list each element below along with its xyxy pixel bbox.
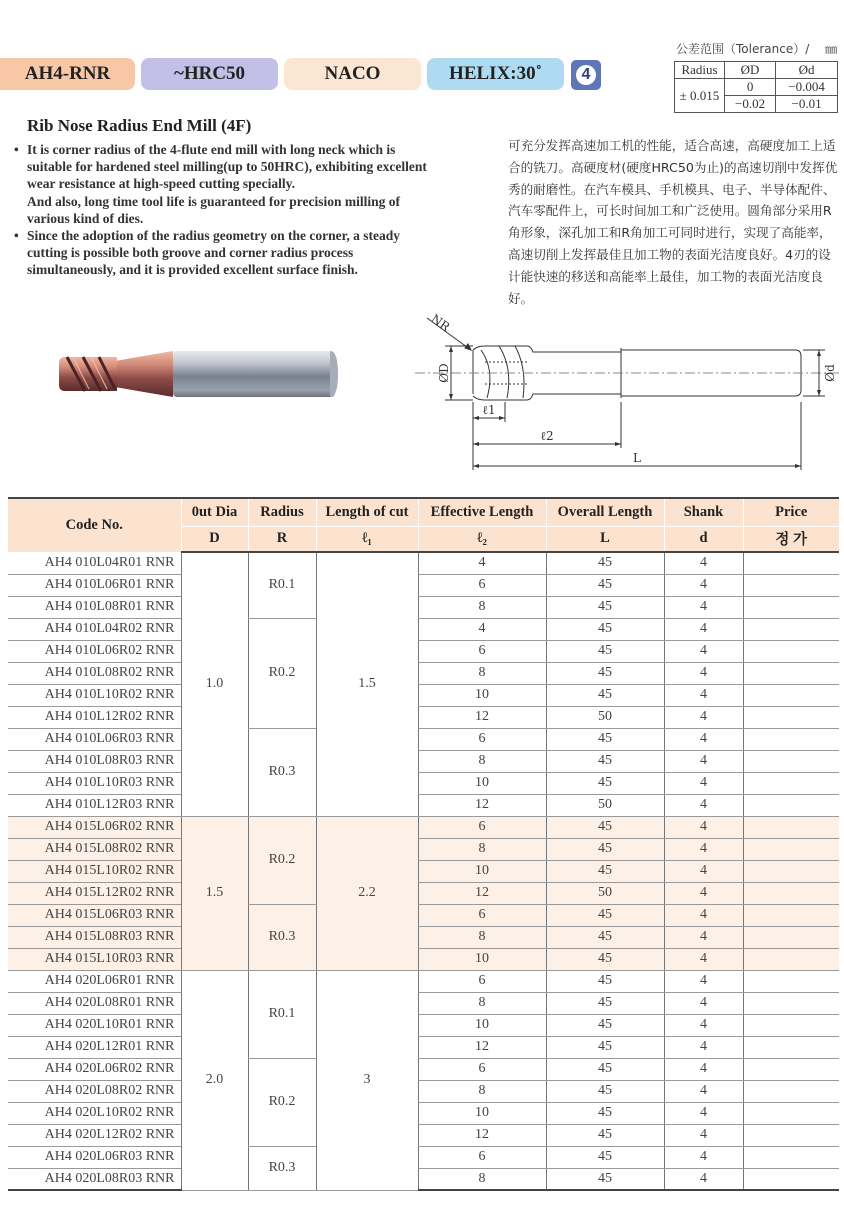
code-cell: AH4 010L04R01 RNR — [8, 552, 181, 574]
overall-length-cell: 45 — [546, 640, 664, 662]
effective-length-cell: 8 — [418, 750, 546, 772]
radius-cell: R0.3 — [248, 728, 316, 816]
overall-length-cell: 45 — [546, 772, 664, 794]
price-cell — [743, 728, 839, 750]
overall-length-cell: 45 — [546, 662, 664, 684]
header-shank: Shank — [664, 498, 743, 526]
table-row — [8, 574, 839, 596]
series-badge: AH4-RNR — [0, 58, 135, 90]
tolerance-header-d: Ød — [776, 62, 838, 79]
overall-length-cell: 45 — [546, 1014, 664, 1036]
shank-cell: 4 — [664, 1058, 743, 1080]
end-mill-photo — [55, 345, 345, 405]
code-cell: AH4 010L06R01 RNR — [8, 574, 181, 596]
code-cell: AH4 015L10R03 RNR — [8, 948, 181, 970]
price-cell — [743, 1168, 839, 1190]
price-cell — [743, 750, 839, 772]
length-of-cut-cell: 3 — [316, 970, 418, 1190]
radius-cell: R0.3 — [248, 1146, 316, 1190]
flute-count-icon — [571, 60, 601, 90]
code-cell: AH4 015L12R02 RNR — [8, 882, 181, 904]
price-cell — [743, 882, 839, 904]
overall-length-cell: 45 — [546, 574, 664, 596]
shank-cell: 4 — [664, 772, 743, 794]
header-effective-length: Effective Length — [418, 498, 546, 526]
overall-length-cell: 45 — [546, 904, 664, 926]
price-cell — [743, 794, 839, 816]
effective-length-cell: 6 — [418, 1146, 546, 1168]
price-cell — [743, 1080, 839, 1102]
effective-length-cell: 6 — [418, 1058, 546, 1080]
table-row — [8, 618, 839, 640]
shank-cell: 4 — [664, 1146, 743, 1168]
tolerance-header-radius: Radius — [675, 62, 725, 79]
shank-cell: 4 — [664, 1124, 743, 1146]
header-length-of-cut: Length of cut — [316, 498, 418, 526]
shank-cell: 4 — [664, 838, 743, 860]
overall-length-cell: 45 — [546, 1058, 664, 1080]
header-radius: Radius — [248, 498, 316, 526]
overall-length-cell: 45 — [546, 552, 664, 574]
overall-length-cell: 45 — [546, 970, 664, 992]
code-cell: AH4 020L10R02 RNR — [8, 1102, 181, 1124]
description-bullet — [14, 141, 434, 227]
subheader-l1: ℓ₁ — [316, 526, 418, 552]
overall-length-cell: 45 — [546, 860, 664, 882]
price-cell — [743, 948, 839, 970]
effective-length-cell: 8 — [418, 596, 546, 618]
shank-cell: 4 — [664, 948, 743, 970]
code-cell: AH4 015L08R02 RNR — [8, 838, 181, 860]
code-cell: AH4 015L06R03 RNR — [8, 904, 181, 926]
price-cell — [743, 552, 839, 574]
tolerance-title: 公差范围（Tolerance）/ ㎜ — [676, 42, 838, 56]
shank-cell: 4 — [664, 640, 743, 662]
table-row — [8, 882, 839, 904]
effective-length-cell: 8 — [418, 1080, 546, 1102]
price-cell — [743, 838, 839, 860]
D-label: ØD — [437, 363, 451, 383]
price-cell — [743, 1014, 839, 1036]
subheader-D: D — [181, 526, 248, 552]
effective-length-cell: 12 — [418, 882, 546, 904]
overall-length-cell: 45 — [546, 750, 664, 772]
effective-length-cell: 4 — [418, 552, 546, 574]
shank-cell: 4 — [664, 992, 743, 1014]
out-dia-cell: 2.0 — [181, 970, 248, 1190]
shank-cell: 4 — [664, 728, 743, 750]
shank-cell: 4 — [664, 882, 743, 904]
d-label: Ød — [823, 364, 837, 382]
effective-length-cell: 12 — [418, 1124, 546, 1146]
price-cell — [743, 970, 839, 992]
table-row — [8, 750, 839, 772]
header-overall-length: Overall Length — [546, 498, 664, 526]
header-out-dia: 0ut Dia — [181, 498, 248, 526]
code-cell: AH4 020L08R03 RNR — [8, 1168, 181, 1190]
price-cell — [743, 1146, 839, 1168]
effective-length-cell: 8 — [418, 838, 546, 860]
effective-length-cell: 6 — [418, 970, 546, 992]
effective-length-cell: 10 — [418, 860, 546, 882]
effective-length-cell: 10 — [418, 684, 546, 706]
shank-cell: 4 — [664, 1036, 743, 1058]
price-cell — [743, 1124, 839, 1146]
overall-length-cell: 45 — [546, 1036, 664, 1058]
shank-cell: 4 — [664, 662, 743, 684]
table-row — [8, 970, 839, 992]
table-row — [8, 728, 839, 750]
table-row — [8, 838, 839, 860]
description-text: Since the adoption of the radius geometry on the corner, a steady cutting is possible both groove and corner radius process simultaneously, and it is provided excellent surface finish. — [27, 228, 400, 278]
subheader-d: d — [664, 526, 743, 552]
shank-cell: 4 — [664, 596, 743, 618]
description-cn: 可充分发挥高速加工机的性能，适合高速，高硬度加工上适合的铣刀。高硬度材(硬度HRC50为止)的高速切削中发挥优秀的耐磨性。在汽车模具、手机模具、电子、半导体配件、汽车零配件上，可长时间加工和广泛使用。圆角部分采用R角形象，深孔加工和R角加工可同时进行，实现了高能率，高速切削上发挥最佳且加工物的表面光洁度良好。4刃的设计能快速的移送和高能率上最佳，加工物的表面光洁度良好。 — [508, 138, 838, 306]
effective-length-cell: 6 — [418, 816, 546, 838]
effective-length-cell: 10 — [418, 1014, 546, 1036]
shank-cell: 4 — [664, 1102, 743, 1124]
helix-badge: HELIX:30˚ — [427, 58, 564, 90]
price-cell — [743, 1058, 839, 1080]
effective-length-cell: 12 — [418, 794, 546, 816]
table-row — [8, 992, 839, 1014]
table-row — [8, 640, 839, 662]
description-text: And also, long time tool life is guaranteed for precision milling of various kind of dies. — [27, 193, 400, 226]
code-cell: AH4 010L12R02 RNR — [8, 706, 181, 728]
l1-label: ℓ1 — [482, 403, 496, 417]
radius-cell: R0.2 — [248, 816, 316, 904]
table-row — [8, 1058, 839, 1080]
code-cell: AH4 010L12R03 RNR — [8, 794, 181, 816]
table-row — [8, 1168, 839, 1190]
code-cell: AH4 010L04R02 RNR — [8, 618, 181, 640]
price-cell — [743, 662, 839, 684]
tolerance-d-lower: −0.01 — [776, 96, 838, 113]
code-cell: AH4 020L06R01 RNR — [8, 970, 181, 992]
code-cell: AH4 010L06R03 RNR — [8, 728, 181, 750]
length-of-cut-cell: 1.5 — [316, 552, 418, 816]
table-row — [8, 816, 839, 838]
effective-length-cell: 10 — [418, 948, 546, 970]
L-label: L — [633, 451, 641, 465]
overall-length-cell: 45 — [546, 816, 664, 838]
shank-cell: 4 — [664, 1080, 743, 1102]
hardness-badge: ~HRC50 — [141, 58, 278, 90]
overall-length-cell: 50 — [546, 794, 664, 816]
code-cell: AH4 020L10R01 RNR — [8, 1014, 181, 1036]
overall-length-cell: 45 — [546, 684, 664, 706]
code-cell: AH4 015L08R03 RNR — [8, 926, 181, 948]
price-cell — [743, 992, 839, 1014]
price-cell — [743, 618, 839, 640]
code-cell: AH4 010L10R02 RNR — [8, 684, 181, 706]
tolerance-d-upper: −0.004 — [776, 79, 838, 96]
code-cell: AH4 015L06R02 RNR — [8, 816, 181, 838]
table-row — [8, 1102, 839, 1124]
radius-cell: R0.1 — [248, 970, 316, 1058]
shank-cell: 4 — [664, 618, 743, 640]
subheader-R: R — [248, 526, 316, 552]
table-row — [8, 662, 839, 684]
technical-drawing — [415, 310, 840, 475]
price-cell — [743, 772, 839, 794]
price-cell — [743, 574, 839, 596]
radius-cell: R0.3 — [248, 904, 316, 970]
shank-cell: 4 — [664, 816, 743, 838]
code-cell: AH4 010L10R03 RNR — [8, 772, 181, 794]
overall-length-cell: 45 — [546, 1080, 664, 1102]
coating-badge: NACO — [284, 58, 421, 90]
header-price: Price — [743, 498, 839, 526]
table-row — [8, 1080, 839, 1102]
shank-cell: 4 — [664, 794, 743, 816]
header-code: Code No. — [8, 498, 181, 552]
tolerance-D-upper: 0 — [725, 79, 776, 96]
table-row — [8, 772, 839, 794]
spec-table-body — [8, 552, 839, 1190]
table-row — [8, 948, 839, 970]
effective-length-cell: 12 — [418, 1036, 546, 1058]
price-cell — [743, 904, 839, 926]
out-dia-cell: 1.0 — [181, 552, 248, 816]
length-of-cut-cell: 2.2 — [316, 816, 418, 970]
radius-cell: R0.2 — [248, 618, 316, 728]
overall-length-cell: 45 — [546, 618, 664, 640]
overall-length-cell: 50 — [546, 706, 664, 728]
shank-cell: 4 — [664, 750, 743, 772]
price-cell — [743, 1036, 839, 1058]
price-cell — [743, 684, 839, 706]
overall-length-cell: 45 — [546, 948, 664, 970]
spec-table — [8, 497, 839, 1191]
out-dia-cell: 1.5 — [181, 816, 248, 970]
overall-length-cell: 45 — [546, 728, 664, 750]
table-row — [8, 904, 839, 926]
shank-cell: 4 — [664, 926, 743, 948]
code-cell: AH4 010L06R02 RNR — [8, 640, 181, 662]
effective-length-cell: 6 — [418, 574, 546, 596]
table-row — [8, 926, 839, 948]
price-cell — [743, 640, 839, 662]
table-row — [8, 706, 839, 728]
effective-length-cell: 6 — [418, 728, 546, 750]
description-en — [14, 141, 434, 279]
shank-cell: 4 — [664, 574, 743, 596]
effective-length-cell: 8 — [418, 926, 546, 948]
effective-length-cell: 10 — [418, 1102, 546, 1124]
flute-count: 4 — [576, 65, 596, 85]
overall-length-cell: 45 — [546, 838, 664, 860]
price-cell — [743, 596, 839, 618]
l2-label: ℓ2 — [540, 429, 554, 443]
code-cell: AH4 020L08R02 RNR — [8, 1080, 181, 1102]
effective-length-cell: 6 — [418, 904, 546, 926]
code-cell: AH4 010L08R03 RNR — [8, 750, 181, 772]
table-row — [8, 1146, 839, 1168]
description-bullet — [14, 227, 434, 279]
code-cell: AH4 020L12R02 RNR — [8, 1124, 181, 1146]
table-row — [8, 596, 839, 618]
overall-length-cell: 50 — [546, 882, 664, 904]
price-cell — [743, 860, 839, 882]
table-row — [8, 1124, 839, 1146]
shank-cell: 4 — [664, 1168, 743, 1190]
overall-length-cell: 45 — [546, 1168, 664, 1190]
price-cell — [743, 926, 839, 948]
effective-length-cell: 6 — [418, 640, 546, 662]
overall-length-cell: 45 — [546, 1102, 664, 1124]
radius-cell: R0.1 — [248, 552, 316, 618]
price-cell — [743, 816, 839, 838]
code-cell: AH4 020L08R01 RNR — [8, 992, 181, 1014]
effective-length-cell: 12 — [418, 706, 546, 728]
description-text: It is corner radius of the 4-flute end mill with long neck which is suitable for hardened steel milling(up to 50HRC), exhibiting excellent wear resistance at high-speed cutting specially. — [27, 142, 427, 192]
table-row — [8, 684, 839, 706]
price-cell — [743, 1102, 839, 1124]
code-cell: AH4 020L06R03 RNR — [8, 1146, 181, 1168]
effective-length-cell: 8 — [418, 1168, 546, 1190]
tolerance-radius-value: ± 0.015 — [675, 79, 725, 113]
shank-cell: 4 — [664, 552, 743, 574]
code-cell: AH4 010L08R01 RNR — [8, 596, 181, 618]
code-cell: AH4 010L08R02 RNR — [8, 662, 181, 684]
overall-length-cell: 45 — [546, 992, 664, 1014]
table-row — [8, 1036, 839, 1058]
subheader-price: 정 가 — [743, 526, 839, 552]
tolerance-D-lower: −0.02 — [725, 96, 776, 113]
effective-length-cell: 10 — [418, 772, 546, 794]
nr-label: NR — [428, 311, 453, 335]
effective-length-cell: 4 — [418, 618, 546, 640]
table-row — [8, 860, 839, 882]
overall-length-cell: 45 — [546, 1124, 664, 1146]
subheader-l2: ℓ₂ — [418, 526, 546, 552]
code-cell: AH4 020L06R02 RNR — [8, 1058, 181, 1080]
table-row — [8, 794, 839, 816]
overall-length-cell: 45 — [546, 596, 664, 618]
code-cell: AH4 020L12R01 RNR — [8, 1036, 181, 1058]
shank-cell: 4 — [664, 904, 743, 926]
shank-cell: 4 — [664, 970, 743, 992]
effective-length-cell: 8 — [418, 992, 546, 1014]
table-row — [8, 1014, 839, 1036]
shank-cell: 4 — [664, 1014, 743, 1036]
subheader-L: L — [546, 526, 664, 552]
shank-cell: 4 — [664, 684, 743, 706]
code-cell: AH4 015L10R02 RNR — [8, 860, 181, 882]
table-row — [8, 552, 839, 574]
effective-length-cell: 8 — [418, 662, 546, 684]
shank-cell: 4 — [664, 860, 743, 882]
tolerance-table — [674, 61, 838, 113]
shank-cell: 4 — [664, 706, 743, 728]
price-cell — [743, 706, 839, 728]
overall-length-cell: 45 — [546, 1146, 664, 1168]
product-title: Rib Nose Radius End Mill (4F) — [27, 116, 252, 135]
tolerance-header-D: ØD — [725, 62, 776, 79]
overall-length-cell: 45 — [546, 926, 664, 948]
radius-cell: R0.2 — [248, 1058, 316, 1146]
